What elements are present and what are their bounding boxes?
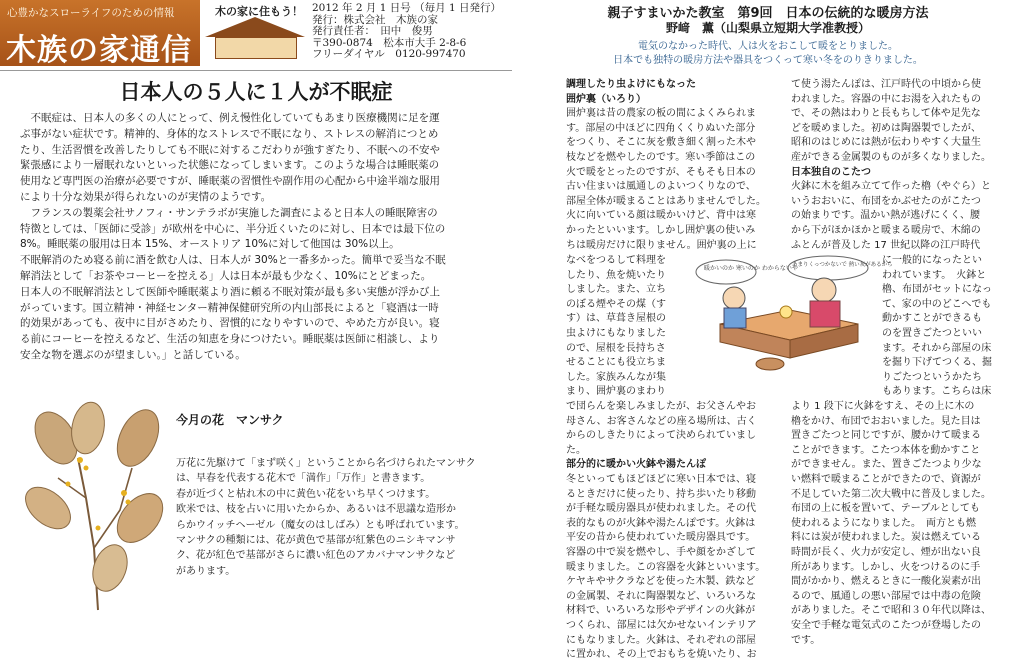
column-line: が手軽な暖房器具が使われました。その代 bbox=[566, 503, 756, 515]
house-roof-icon bbox=[205, 17, 305, 37]
publication-info bbox=[312, 3, 508, 61]
column-line: をつくり、そこに灰を敷き細く割った木や bbox=[566, 137, 756, 149]
column-title: 親子すまいかた教室 第9回 日本の伝統的な暖房方法 bbox=[607, 6, 929, 21]
right-page bbox=[512, 0, 1024, 661]
column-line: 容器の中で炭を燃やし、手や顔をかざして bbox=[566, 546, 756, 558]
column-line: もあります。こちらは床 bbox=[882, 386, 992, 398]
column-author: 野﨑 薫（山梨県立短期大学准教授） bbox=[665, 21, 870, 35]
speech-bubble-left: 暖かいのか 寒いのか わからないや bbox=[704, 265, 798, 272]
column-line: りごたつというかたち bbox=[882, 371, 982, 383]
left-page bbox=[0, 0, 512, 661]
column-line: われました。容器の中にお湯を入れたもの bbox=[791, 93, 981, 105]
article-line: 的効果があっても、夜中に目がさめたり、習慣的になりやすいので、やめた方が良い。寝 bbox=[20, 317, 440, 330]
column-line: 材料で、いろいろな形やデザインの火鉢が bbox=[566, 605, 756, 617]
column-line: どを暖めました。初めは陶器製でしたが、 bbox=[791, 122, 981, 134]
column2-bottom bbox=[791, 400, 1017, 648]
article-line: たり、生活習慣を改善したりしても不眠に対するこだわりが強すぎたり、不眠への不安や bbox=[20, 143, 440, 156]
address: 〒390-0874 松本市大手 2-8-6 bbox=[312, 36, 467, 49]
column-line: す）は、草葺き屋根の bbox=[566, 313, 666, 325]
column-line: のを置きごたつといい bbox=[882, 327, 982, 339]
article-line: 解消法として「お茶やコーヒーを控える」人は日本が最も少なく、10%にとどまった。 bbox=[20, 269, 432, 282]
column-line: 不足していた第二次大戦中に普及しました。 bbox=[791, 488, 991, 500]
house-logo bbox=[203, 3, 307, 65]
intro-line: 電気のなかった時代、人は火をおこして暖をとりました。 bbox=[638, 41, 898, 52]
article-line: により十分な効果が得られないのが実情のようです。 bbox=[20, 190, 272, 203]
column-line: 櫓、布団がセットになっ bbox=[882, 284, 992, 296]
article-line: 日本人の不眠解消法として医師や睡眠薬より酒に頼る不眠対策が最も多い実態が浮かび上 bbox=[20, 285, 440, 298]
column-line: ケヤキやサクラなどを使った木製、鉄など bbox=[566, 576, 756, 588]
article-line: がっています。国立精神・神経センター精神保健研究所の内山部長によると「寝酒は一時 bbox=[20, 301, 439, 314]
article-line: る前にコーヒーを控えるなど、生活の知恵を身につけたい。睡眠薬は医師に相談し、より bbox=[20, 333, 440, 346]
column1-top bbox=[566, 78, 782, 253]
article-line: 特徴としては、「医師に受診」が欧州を中心に、半分近くいたのに対し、日本では最下位の bbox=[20, 222, 446, 235]
column-line: から下がほかほかと暖まる暖房で、木綿の bbox=[791, 224, 981, 236]
column-line: 囲炉裏は昔の農家の板の間によくみられま bbox=[566, 108, 756, 120]
house-wall-icon bbox=[215, 37, 297, 59]
article-line: ぶ事がない症状です。精神的、身体的なストレスで不眠になり、ストレスの解消につとめ bbox=[20, 127, 439, 140]
column-line: せることにも役立ちま bbox=[566, 357, 666, 369]
column-line: い燃料で暖まることができたので、資源が bbox=[791, 473, 981, 485]
column-line: 母さん、お客さんなどの座る場所は、古く bbox=[566, 415, 757, 427]
column-line: 枝などを燃やしたのです。寒い季節はこの bbox=[566, 151, 756, 163]
speech-bubble-right: あまりくっつかないで 熱い灰があるから bbox=[792, 262, 893, 268]
column-line: まり、囲炉裏のまわり bbox=[566, 386, 666, 398]
flower-title: 今月の花 マンサク bbox=[176, 413, 284, 427]
column-line: の始まりです。温かい熱が逃げにくく、腰 bbox=[791, 210, 980, 222]
column-line: るので、風通しの悪い部屋では中毒の危険 bbox=[791, 590, 981, 602]
article-line: 使用など専門医の治療が必要ですが、睡眠薬の習慣性や副作用の心配から中途半端な服用 bbox=[20, 175, 440, 188]
column-intro bbox=[512, 40, 1024, 68]
publisher: 発行：株式会社 木族の家 bbox=[312, 13, 438, 26]
column-line: です。 bbox=[791, 634, 821, 646]
section-heading: 調理したり虫よけにもなった bbox=[566, 79, 696, 90]
column-line: われています。 火鉢と bbox=[882, 269, 987, 281]
column-line: 火で暖をとったのですが、そもそも日本の bbox=[566, 166, 756, 178]
column-line: 暖まりました。この容器を火鉢といいます。 bbox=[566, 561, 766, 573]
column2-mid bbox=[882, 254, 1016, 400]
column-line: ふとんが普及した 17 世紀以降の江戸時代 bbox=[791, 239, 981, 251]
article-headline: 日本人の５人に１人が不眠症 bbox=[119, 80, 393, 104]
column2-top bbox=[791, 78, 1017, 253]
column-line: 表的なものが火鉢や湯たんぽです。火鉢は bbox=[566, 517, 756, 529]
flower-line: は、早春を代表する花木で「満作」「万作」と書きます。 bbox=[176, 473, 431, 485]
column-line: つくられ、部屋には欠かせないインテリア bbox=[566, 619, 757, 631]
article-line: 不眠解消のため寝る前に酒を飲む人は、日本人が 30%と一番多かった。簡単で妥当な不眠 bbox=[20, 254, 446, 267]
column-line: す。部屋の中ほどに四角くくりぬいた部分 bbox=[566, 122, 756, 134]
column-line: いうおおいに、布団をかぶせたのがこたつ bbox=[791, 195, 981, 207]
column-line: 時間が長く、火力が安定し、煙が出ない良 bbox=[791, 546, 981, 558]
flower-line: マンサクの種類には、花が黄色で基部が紅紫色のニシキマンサ bbox=[176, 535, 456, 547]
column-line: ます。それから部屋の床 bbox=[882, 342, 992, 354]
newsletter-title: 木族の家通信 bbox=[6, 33, 192, 68]
flower-line: 万花に先駆けて「まず咲く」ということから名づけられたマンサク bbox=[176, 458, 476, 469]
column-line: 虫よけにもなりました bbox=[566, 327, 666, 339]
column-line: 火鉢に木を組み立てて作った櫓（やぐら）と bbox=[791, 181, 991, 193]
section-heading: 部分的に暖かい火鉢や湯たんぽ bbox=[566, 459, 706, 471]
column-line: がありました。そこで昭和３０年代以降は、 bbox=[791, 605, 991, 617]
column-line: かったといいます。しかし囲炉裏の使いみ bbox=[566, 224, 756, 236]
intro-line: 日本でも独特の暖房方法や器具をつくって寒い冬をのりきりました。 bbox=[613, 55, 923, 66]
article-line: フランスの製薬会社サノフィ・サンテラボが実施した調査によると日本人の睡眠障害の bbox=[30, 206, 438, 219]
column-line: 部屋全体が暖まることはありませんでした。 bbox=[566, 195, 766, 207]
column-line: 産ができる金属製のものが多くなりました。 bbox=[791, 151, 991, 163]
flower-line: 春が近づくと枯れ木の中に黄色い花をいち早くつけます。 bbox=[176, 488, 436, 500]
flower-line: らかウイッチヘーゼル（魔女のはしばみ）とも呼ばれています。 bbox=[176, 519, 465, 531]
column-line: 使われるようになりました。 両方とも燃 bbox=[791, 517, 976, 529]
column-line: で、その熱はわりと長もちして体や足先な bbox=[791, 108, 981, 120]
column-line: 火に向いている顔は暖かいけど、背中は寒 bbox=[566, 210, 756, 222]
column-line: 櫓をかけ、布団でおおいました。見た目は bbox=[791, 415, 981, 427]
motto: 木の家に住もう！ bbox=[215, 5, 303, 18]
column-line: 昭和のはじめには熱が伝わりやすく大量生 bbox=[791, 137, 981, 149]
section-heading: 日本独自のこたつ bbox=[791, 166, 871, 178]
kotatsu-family-illustration bbox=[690, 254, 893, 374]
column-line: ことができます。こたつ本体を動かすこと bbox=[791, 444, 981, 456]
column-line: より 1 段下に火鉢をすえ、その上に木の bbox=[791, 401, 975, 412]
column-line: 動かすことができるも bbox=[882, 313, 982, 325]
column-line: 安全で手軽な電気式のこたつが登場したの bbox=[791, 619, 981, 631]
column-line: ちは暖房だけに限りません。囲炉裏の上に bbox=[566, 239, 757, 251]
column-line: なべをつるして料理を bbox=[566, 255, 666, 266]
column1-mid bbox=[566, 254, 686, 400]
article-line: 不眠症は、日本人の多くの人にとって、例え慢性化していてもあまり医療機関に足を運 bbox=[30, 112, 440, 124]
column-line: からのしきたりによって決められていまし bbox=[566, 430, 756, 442]
editor: 発行責任者： 田中 俊男 bbox=[312, 25, 433, 37]
column-line: 冬といってもほどほどに寒い日本では、寝 bbox=[566, 473, 756, 485]
article-line: 安全な物を選ぶのが望ましい。」と話している。 bbox=[20, 348, 246, 361]
article-line: 緊張感により一層眠れないといった状態になってしまいます。このような場合は睡眠薬の bbox=[20, 159, 440, 172]
column-line: 置きごたつと同じですが、腰かけて暖まる bbox=[791, 430, 981, 442]
column-line: て、家の中のどこへでも bbox=[882, 298, 992, 310]
column-line: した。家族みんなが集 bbox=[566, 371, 666, 383]
column-line: 所があります。しかし、火をつけるのに手 bbox=[791, 561, 981, 573]
flower-body bbox=[176, 456, 506, 579]
newsletter-brand bbox=[0, 0, 200, 66]
column-line: に置かれ、その上でおもちを焼いたり、お bbox=[566, 649, 757, 661]
column-line: ので、屋根を長持ちさ bbox=[566, 342, 666, 354]
freedial: フリーダイヤル 0120-997470 bbox=[312, 48, 466, 60]
article-line: 8%。睡眠薬の服用は日本 15%、オーストリア 10%に対して他国は 30%以上。 bbox=[20, 238, 400, 251]
column-line: しました。また、立ち bbox=[566, 284, 666, 296]
masthead bbox=[0, 0, 512, 71]
column-line: 料には炭が使われました。炭は燃えている bbox=[791, 532, 981, 544]
column-line: に一般的になったとい bbox=[882, 255, 982, 266]
column-line: て使う湯たんぽは、江戸時代の中頃から使 bbox=[791, 79, 981, 90]
column-line: 布団の上に板を置いて、テーブルとしても bbox=[791, 503, 980, 515]
column-line: のぼる煙やその煤（す bbox=[566, 298, 666, 310]
witch-hazel-illustration bbox=[28, 398, 168, 610]
article-body bbox=[20, 111, 492, 364]
column-line: の金属製、それに陶器製など、いろいろな bbox=[566, 590, 756, 602]
column-line: にもなりました。火鉢は、それぞれの部屋 bbox=[566, 634, 756, 646]
column-line: るときだけに使ったり、持ち歩いたり移動 bbox=[566, 488, 756, 500]
column1-bottom bbox=[566, 400, 782, 663]
flower-line: ク、花が紅色で基部がさらに濃い紅色のアカバナマンサクなど bbox=[176, 550, 456, 562]
section-heading: 囲炉裏（いろり） bbox=[566, 93, 646, 105]
column-line: 古い住まいは風通しのよいつくりなので、 bbox=[566, 181, 756, 193]
flower-line: があります。 bbox=[176, 565, 236, 577]
column-line: ができません。また、置きごたつより少な bbox=[791, 459, 982, 471]
column-line: 間がかかり、燃えるときに一酸化炭素が出 bbox=[791, 576, 981, 588]
column-line: したり、魚を焼いたり bbox=[566, 269, 666, 281]
column-line: で団らんを楽しみましたが、お父さんやお bbox=[566, 401, 756, 412]
column-line: た。 bbox=[566, 444, 586, 456]
flower-line: 欧米では、枝を占いに用いたからか、あるいは不思議な造形か bbox=[176, 504, 456, 516]
newsletter-subtitle: 心豊かなスローライフのための情報 bbox=[7, 7, 175, 19]
issue-date: 2012 年 2 月 1 日号 （毎月 1 日発行） bbox=[312, 2, 501, 14]
column-line: を掘り下げてつくる、掘 bbox=[882, 357, 992, 369]
column-line: 平安の昔から使われていた暖房器具です。 bbox=[566, 532, 756, 544]
